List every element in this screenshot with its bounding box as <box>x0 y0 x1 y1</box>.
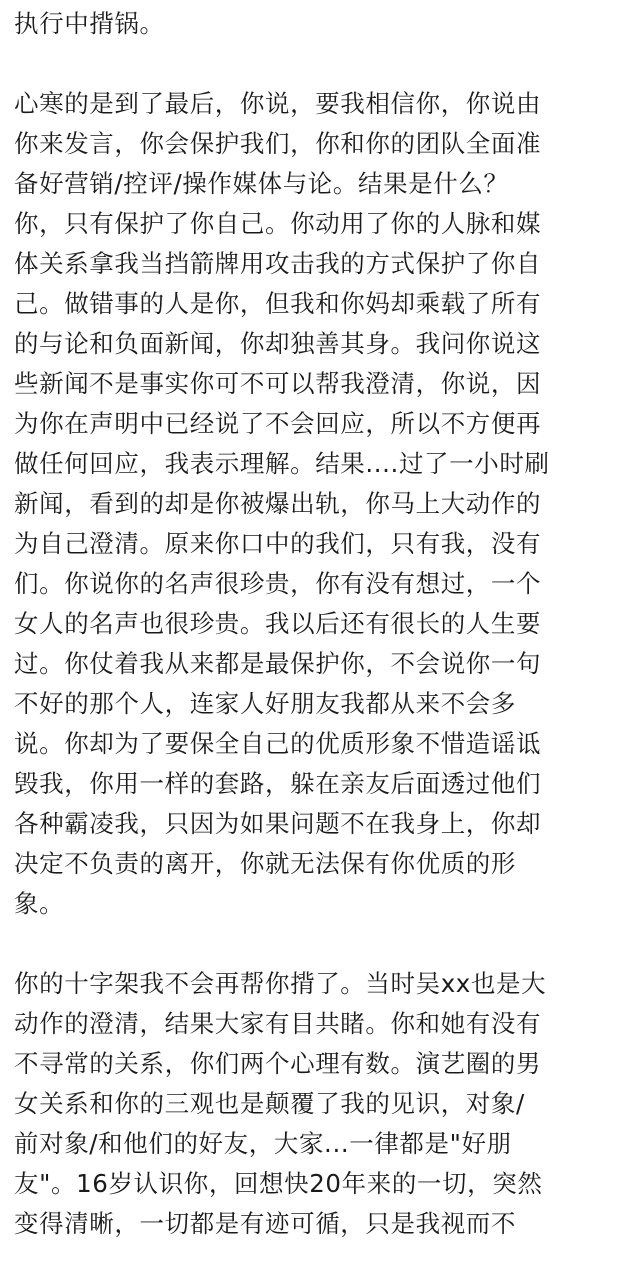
document-text <box>14 0 634 1264</box>
text-line: 象。 <box>14 889 65 918</box>
text-line: 友"。16岁认识你，回想快20年来的一切，突然 <box>14 1169 543 1198</box>
text-line: 做任何回应，我表示理解。结果....过了一小时刷 <box>14 449 550 478</box>
text-line: 前对象/和他们的好友，大家...一律都是"好朋 <box>14 1129 512 1158</box>
text-line: 心寒的是到了最后，你说，要我相信你，你说由 <box>14 89 542 118</box>
text-line: 为你在声明中已经说了不会回应，所以不方便再 <box>14 409 542 438</box>
text-line: 毁我，你用一样的套路，躲在亲友后面透过他们 <box>14 769 542 798</box>
text-line: 的与论和负面新闻，你却独善其身。我问你说这 <box>14 329 542 358</box>
text-line: 你来发言，你会保护我们，你和你的团队全面准 <box>14 129 542 158</box>
text-line: 们。你说你的名声很珍贵，你有没有想过，一个 <box>14 569 542 598</box>
text-line: 你的十字架我不会再帮你揹了。当时吴xx也是大 <box>14 969 547 998</box>
text-line: 执行中揹锅。 <box>14 9 165 38</box>
text-line: 备好营销/控评/操作媒体与论。结果是什么？ <box>14 169 509 198</box>
text-line: 不好的那个人，连家人好朋友我都从来不会多 <box>14 689 516 718</box>
text-line: 不寻常的关系，你们两个心理有数。演艺圈的男 <box>14 1049 542 1078</box>
text-line: 变得清晰，一切都是有迹可循，只是我视而不 <box>14 1209 516 1238</box>
text-line: 决定不负责的离开，你就无法保有你优质的形 <box>14 849 516 878</box>
text-line: 说。你却为了要保全自己的优质形象不惜造谣诋 <box>14 729 542 758</box>
text-line: 些新闻不是事实你可不可以帮我澄清，你说，因 <box>14 369 542 398</box>
text-line: 为自己澄清。原来你口中的我们，只有我，没有 <box>14 529 542 558</box>
text-line: 体关系拿我当挡箭牌用攻击我的方式保护了你自 <box>14 249 542 278</box>
text-line: 女人的名声也很珍贵。我以后还有很长的人生要 <box>14 609 542 638</box>
text-line: 你，只有保护了你自己。你动用了你的人脉和媒 <box>14 209 542 238</box>
text-line: 己。做错事的人是你，但我和你妈却乘载了所有 <box>14 289 542 318</box>
text-line: 过。你仗着我从来都是最保护你，不会说你一句 <box>14 649 542 678</box>
text-line: 新闻，看到的却是你被爆出轨，你马上大动作的 <box>14 489 542 518</box>
text-line: 女关系和你的三观也是颠覆了我的见识，对象/ <box>14 1089 525 1118</box>
text-line: 各种霸凌我，只因为如果问题不在我身上，你却 <box>14 809 542 838</box>
text-line: 动作的澄清，结果大家有目共睹。你和她有没有 <box>14 1009 542 1038</box>
